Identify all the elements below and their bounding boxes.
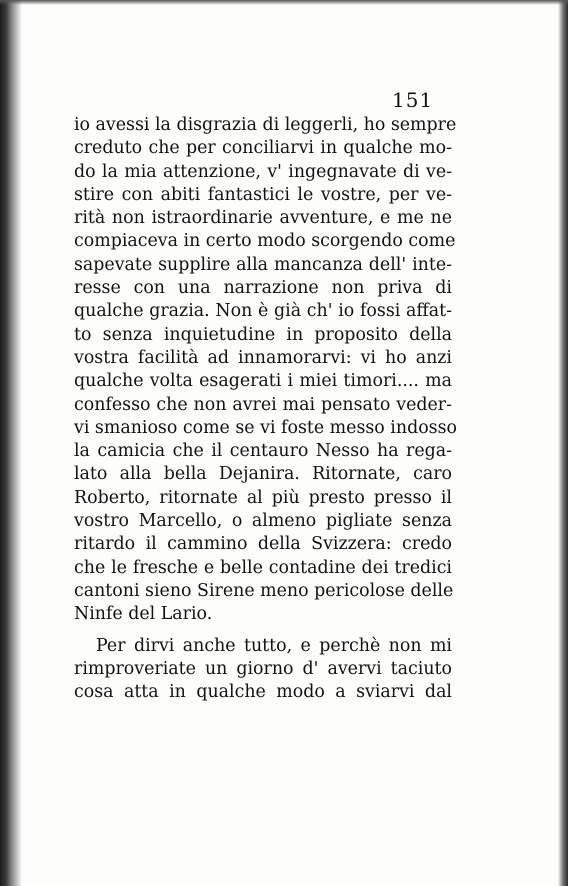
paragraph — [74, 114, 457, 627]
text-line: rimproveriate un giorno d' avervi taciuto — [74, 658, 452, 679]
text-line: io avessi la disgrazia di leggerli, ho sempre — [74, 115, 457, 135]
text-line: vi smanioso come se vi foste messo indosso — [74, 417, 457, 438]
page-edge-top — [0, 0, 568, 5]
text-line: qualche volta esagerati i miei timori.... ma — [74, 371, 452, 392]
text-line: vostro Marcello, o almeno pigliate senza — [74, 511, 452, 532]
text-line: stire con abiti fantastici le vostre, per ve- — [74, 184, 452, 205]
text-line: che le fresche e belle contadine dei tredici — [74, 557, 452, 578]
text-line: qualche grazia. Non è già ch' io fossi affat- — [74, 301, 452, 322]
text-line: to senza inquietudine in proposito della — [74, 324, 452, 345]
page-edge-right — [558, 0, 568, 886]
text-line: vostra facilità ad innamorarvi: vi ho anzi — [74, 347, 452, 368]
text-line: sapevate supplire alla mancanza dell' inte- — [74, 254, 452, 275]
page-number: 151 — [392, 88, 434, 112]
text-line: Per dirvi anche tutto, e perchè non mi — [96, 635, 452, 656]
text-line: confesso che non avrei mai pensato veder- — [74, 394, 452, 415]
text-line: resse con una narrazione non priva di — [74, 278, 452, 299]
text-line: do la mia attenzione, v' ingegnavate di ve- — [74, 161, 452, 182]
text-line: cantoni sieno Sirene meno pericolose delle — [74, 580, 454, 601]
text-line: rità non istraordinarie avventure, e me ne — [74, 208, 452, 229]
text-line: Ninfe del Lario. — [74, 604, 213, 625]
text-line: creduto che per conciliarvi in qualche mo- — [74, 138, 452, 159]
text-line: cosa atta in qualche modo a sviarvi dal — [74, 682, 452, 703]
text-line: ritardo il cammino della Svizzera: credo — [74, 534, 452, 555]
body-text — [74, 114, 457, 704]
page-edge-left — [0, 0, 22, 886]
text-line: lato alla bella Dejanira. Ritornate, caro — [74, 464, 452, 485]
text-line: Roberto, ritornate al più presto presso il — [74, 487, 452, 508]
paragraph — [74, 635, 452, 705]
text-line: la camicia che il centauro Nesso ha rega- — [74, 441, 452, 462]
text-line: compiaceva in certo modo scorgendo come — [74, 231, 456, 252]
